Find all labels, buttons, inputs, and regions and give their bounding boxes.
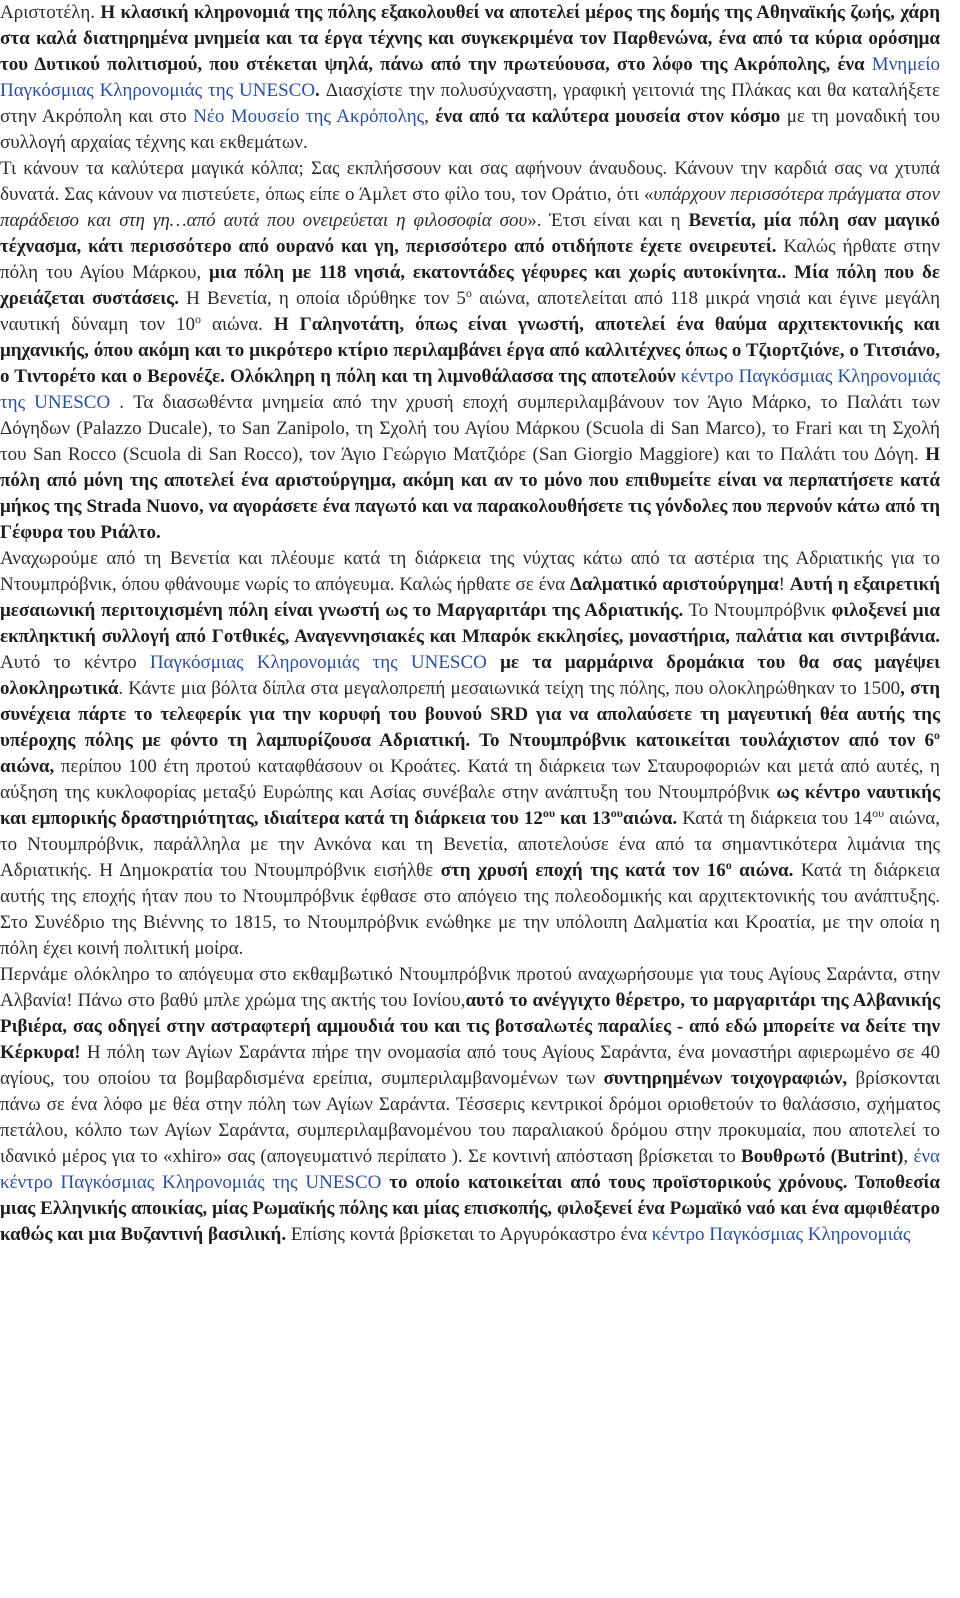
body-text [487,652,500,673]
body-text: Τι κάνουν τα καλύτερα μαγικά κόλπα; Σας εκπλήσσουν και σας αφήνουν άναυδους. Κάνουν την καρδιά σας να χτυπά δυνατά. Σας κάνουν να πιστεύετε, όπως είπε ο Άμλετ στο φίλο του, τον Οράτιο, ότι « [0,158,940,205]
body-text: αιώνα, το Ντουμπρόβνικ, παράλληλα με την Ανκόνα και τη Βενετία, αποτελούσε ένα από τα σημαντικότερα λιμάνια της Αδριατικής. Η Δημοκρατία του Ντουμπρόβνικ εισήλθε [0,808,940,881]
body-text: . Κάντε μια βόλτα δίπλα στα μεγαλοπρεπή μεσαιωνικά τείχη της πόλης, που ολοκληρώθηκαν το 1500 [118,678,901,699]
body-text: Το Ντουμπρόβνικ [683,600,832,621]
body-text: , [424,106,436,127]
ordinal-superscript: ο [934,728,940,742]
bold-text: αιώνα, [0,756,55,777]
paragraph-1 [0,0,940,156]
unesco-link[interactable]: Νέο Μουσείο της Ακρόπολης [193,106,425,127]
unesco-link[interactable]: κέντρο Παγκόσμιας Κληρονομιάς [651,1224,911,1245]
ordinal-superscript: ο [465,286,472,300]
bold-text: μια πόλη με 118 νησιά, εκατοντάδες γέφυρες και χωρίς αυτοκίνητα.. Μία πόλη που δε χρειάζεται συστάσεις. [0,262,940,309]
bold-text: Η Γαληνοτάτη, όπως είναι γνωστή, αποτελεί ένα θαύμα αρχιτεκτονικής και μηχανικής, όπου ακόμη και το μικρότερο κτίριο περιλαμβάνει έργα από καλλιτέχνες όπως ο Τζιορτζιόνε, ο Τιτσιάνο, ο Τιντορέτο και ο Βερονέζε. Ολόκληρη η πόλη και τη λιμνοθάλασσα της αποτελούν [0,314,940,387]
body-text: , [903,1146,914,1167]
bold-text: και 13 [555,808,611,829]
body-text: Η Βενετία, η οποία ιδρύθηκε τον 5 [178,288,466,309]
body-text: ». Έτσι είναι και η [527,210,689,231]
body-text: Η πόλη των Αγίων Σαράντα πήρε την ονομασία από τους Αγίους Σαράντα, ένα μοναστήρι αφιερωμένο σε 40 αγίους, του οποίου τα βομβαρδισμένα ερείπια, συμπεριλαμβανομένων των [0,1042,940,1089]
bold-text: Η κλασική κληρονομιά της πόλης εξακολουθεί να αποτελεί μέρος της δομής της Αθηναϊκής ζωής, χάρη στα καλά διατηρημένα μνημεία και τα έργα τέχνης και συγκεκριμένα τον Παρθενώνα, ένα από τα κύρια ορόσημα του Δυτικού πολιτισμού, που στέκεται ψηλά, πάνω από την πρωτεύουσα, στο λόφο της Ακρόπολης, ένα [0,2,940,75]
body-text: Αριστοτέλη. [0,2,101,23]
unesco-link[interactable]: κέντρο Παγκόσμιας Κληρονομιάς της UNESCO [0,366,941,413]
bold-text: Βενετία, μία πόλη σαν μαγικό τέχνασμα, κάτι περισσότερο από ουρανό και γη, περισσότερο από οτιδήποτε έχετε ονειρευτεί. [0,210,940,257]
body-text [865,54,872,75]
body-text: αιώνα. [201,314,274,335]
bold-text: Βουθρωτό (Butrint) [741,1146,904,1167]
ordinal-superscript: ο [725,858,732,872]
bold-text: Αυτή η εξαιρετική μεσαιωνική περιτοιχισμένη πόλη είναι γνωστή ως το Μαργαριτάρι της Αδριατικής. [0,574,940,621]
ordinal-superscript: ου [872,806,885,820]
unesco-link[interactable]: Μνημείο Παγκόσμιας Κληρονομιάς της UNESCO [0,54,940,101]
body-text: Διασχίστε την πολυσύχναστη, γραφική γειτονιά της Πλάκας και θα καταλήξετε στην Ακρόπολη και στο [0,80,941,127]
bold-text: αιώνα. [622,808,678,829]
bold-text: το οποίο κατοικείται από τους προϊστορικούς χρόνους. Τοποθεσία μιας Ελληνικής αποικίας, μίας Ρωμαϊκής πόλης και μίας επισκοπής, φιλοξενεί ένα Ρωμαϊκό ναό και ένα αμφιθέατρο καθώς και μια Βυζαντινή βασιλική. [0,1172,941,1245]
bold-text: συντηρημένων τοιχογραφιών, [603,1068,848,1089]
body-text: Κατά τη διάρκεια του 14 [677,808,873,829]
ordinal-superscript: ο [195,312,201,326]
body-text: Αυτό το κέντρο [0,652,150,673]
body-text: Περνάμε ολόκληρο το απόγευμα στο εκθαμβωτικό Ντουμπρόβνικ προτού αναχωρήσουμε για τους Αγίους Σαράντα, στην Αλβανία! Πάνω στο βαθύ μπλε χρώμα της ακτής του Ιονίου, [0,964,940,1011]
body-text: περίπου 100 έτη προτού καταφθάσουν οι Κροάτες. Κατά τη διάρκεια των Σταυροφοριών και μετά από αυτές, η αύξηση της κυκλοφορίας μεταξύ Ευρώπης και Ασίας συνέβαλε στην ανάπτυξη του Ντουμπρόβνικ [0,756,940,803]
body-text: αιώνα, αποτελείται από 118 μικρά νησιά και έγινε μεγάλη ναυτική δύναμη τον 10 [0,288,941,335]
body-text: με τη μοναδική του συλλογή αρχαίας τέχνης και εκθεμάτων. [0,106,941,153]
bold-text: ένα από τα καλύτερα μουσεία στον κόσμο [435,106,781,127]
unesco-link[interactable]: ένα κέντρο Παγκόσμιας Κληρονομιάς της UNESCO [0,1146,941,1193]
bold-text: . [315,80,326,101]
bold-text: φιλοξενεί μια εκπληκτική συλλογή από Γοτθικές, Αναγεννησιακές και Μπαρόκ εκκλησίες, μοναστήρια, παλάτια και σιντριβάνια. [0,600,940,647]
body-text: Καλώς ήρθατε στην πόλη του Αγίου Μάρκου, [0,236,940,283]
paragraph-4 [0,962,940,1248]
body-text: ! [778,574,790,595]
body-text: βρίσκονται πάνω σε ένα λόφο με θέα στην πόλη των Αγίων Σαράντα. Τέσσερις κεντρικοί δρόμοι οριοθετούν το θαλάσσιο, σχήματος πετάλου, κόλπο των Αγίων Σαράντα, συμπεριλαμβανομένου του παραλιακού δρόμου στην προκυμαία, που αποτελεί το ιδανικό μέρος για το «xhiro» σας (απογευματινό περίπατο ). Σε κοντινή απόσταση βρίσκεται το [0,1068,940,1167]
body-text: Κατά τη διάρκεια αυτής της εποχής ήταν που το Ντουμπρόβνικ έφθασε στο απόγειο της πολεοδομικής και αρχιτεκτονικής του ανάπτυξης. Στο Συνέδριο της Βιέννης το 1815, το Ντουμπρόβνικ ενώθηκε με την υπόλοιπη Δαλματία και Κροατία, με την οποία η πόλη έχει κοινή πολιτική μοίρα. [0,860,940,959]
bold-text: Δαλματικό αριστούργημα [569,574,779,595]
paragraph-2 [0,156,940,546]
unesco-link[interactable]: Παγκόσμιας Κληρονομιάς της UNESCO [149,652,487,673]
bold-text: ως κέντρο ναυτικής και εμπορικής δραστηριότητας, ιδιαίτερα κατά τη διάρκεια του 12 [0,782,940,829]
ordinal-superscript: ου [610,806,623,820]
body-text: Επίσης κοντά βρίσκεται το Αργυρόκαστρο ένα [286,1224,652,1245]
bold-text: Η πόλη από μόνη της αποτελεί ένα αριστούργημα, ακόμη και αν το μόνο που επιθυμείτε είναι να περπατήσετε κατά μήκος της Strada Nuovo, να αγοράσετε ένα παγωτό και να παρακολουθήσετε τις γόνδολες που περνούν κάτω από τη Γέφυρα του Ριάλτο. [0,444,940,543]
body-text: . Τα διασωθέντα μνημεία από την χρυσή εποχή συμπεριλαμβάνουν τον Άγιο Μάρκο, το Παλάτι των Δόγηδων (Palazzo Ducale), το San Zanipolo, τη Σχολή του Αγίου Μάρκου (Scuola di San Marco), το Frari και τη Σχολή του San Rocco (Scuola di San Rocco), τον Άγιο Γεώργιο Ματζιόρε (San Giorgio Maggiore) και το Παλάτι του Δόγη. [0,392,941,465]
bold-text: αιώνα. [731,860,794,881]
bold-text: , στη συνέχεια πάρτε το τελεφερίκ για την κορυφή του βουνού SRD για να απολαύσετε τη μαγευτική θέα αυτής της υπέροχης πόλης με φόντο τη λαμπυρίζουσα Αδριατική. Το Ντουμπρόβνικ κατοικείται τουλάχιστον από τον 6 [0,678,941,751]
bold-text: αυτό το ανέγγιχτο θέρετρο, το μαργαριτάρι της Αλβανικής Ριβιέρα, σας οδηγεί στην αστραφτερή αμμουδιά του και τις βοτσαλωτές παραλίες - από εδώ μπορείτε να δείτε την Κέρκυρα! [0,990,941,1063]
bold-text: με τα μαρμάρινα δρομάκια του θα σας μαγέψει ολοκληρωτικά [0,652,941,699]
paragraph-3 [0,546,940,962]
ordinal-superscript: ου [542,806,556,820]
body-text: Αναχωρούμε από τη Βενετία και πλέουμε κατά τη διάρκεια της νύχτας κάτω από τα αστέρια της Αδριατικής για το Ντουμπρόβνικ, όπου φθάνουμε νωρίς το απόγευμα. Καλώς ήρθατε σε ένα [0,548,940,595]
italic-quote: υπάρχουν περισσότερα πράγματα στον παράδεισο και στη γη…από αυτά που ονειρεύεται η φιλοσοφία σου [0,184,940,231]
bold-text: στη χρυσή εποχή της κατά τον 16 [440,860,726,881]
